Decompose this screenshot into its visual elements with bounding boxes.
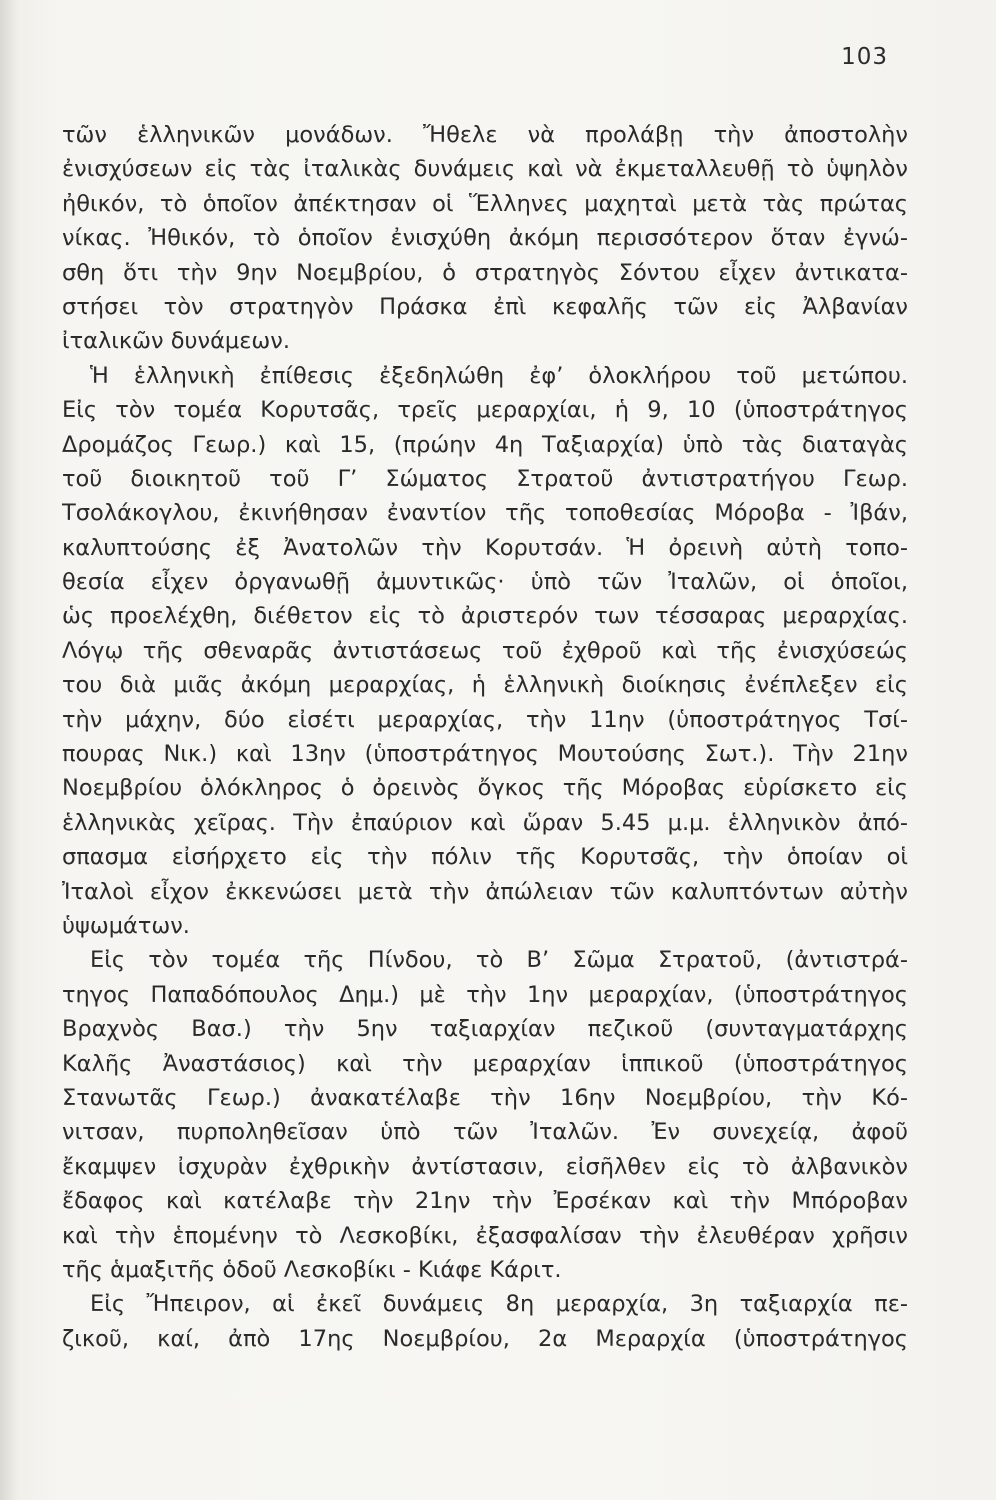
text-line: τὴν μάχην, δύο εἰσέτι μεραρχίας, τὴν 11ην (ὑποστράτηγος Τσί-	[62, 706, 908, 733]
text-line: τῶν ἑλληνικῶν μονάδων. Ἤθελε νὰ προλάβῃ τὴν ἀποστολὴν	[62, 122, 908, 148]
text-line: ἰταλικῶν δυνάμεων.	[62, 328, 290, 355]
text-line: στήσει τὸν στρατηγὸν Πράσκα ἐπὶ κεφαλῆς τῶν εἰς Ἀλβανίαν	[62, 293, 908, 320]
text-line: σπασμα εἰσήρχετο εἰς τὴν πόλιν τῆς Κορυτσᾶς, τὴν ὁποίαν οἱ	[62, 844, 908, 871]
text-line: Στανωτᾶς Γεωρ.) ἀνακατέλαβε τὴν 16ην Νοεμβρίου, τὴν Κό-	[62, 1084, 908, 1111]
text-line: Δρομάζος Γεωρ.) καὶ 15, (πρώην 4η Ταξιαρχία) ὑπὸ τὰς διαταγὰς	[62, 431, 908, 458]
page-gutter-shadow	[0, 0, 18, 1500]
text-line: νίκας. Ἠθικόν, τὸ ὁποῖον ἐνισχύθη ἀκόμη περισσότερον ὅταν ἐγνώ-	[62, 225, 908, 252]
text-line: Βραχνὸς Βασ.) τὴν 5ην ταξιαρχίαν πεζικοῦ (συνταγματάρχης	[62, 1016, 908, 1043]
text-line: Λόγῳ τῆς σθεναρᾶς ἀντιστάσεως τοῦ ἐχθροῦ καὶ τῆς ἐνισχύσεώς	[62, 637, 908, 664]
text-line: ὑψωμάτων.	[62, 912, 190, 939]
text-line: θεσία εἶχεν ὀργανωθῇ ἀμυντικῶς· ὑπὸ τῶν Ἰταλῶν, οἱ ὁποῖοι,	[62, 569, 908, 596]
text-line: Νοεμβρίου ὁλόκληρος ὁ ὀρεινὸς ὄγκος τῆς Μόροβας εὑρίσκετο εἰς	[62, 775, 908, 802]
text-line: νιτσαν, πυρποληθεῖσαν ὑπὸ τῶν Ἰταλῶν. Ἐν συνεχείᾳ, ἀφοῦ	[62, 1119, 908, 1146]
text-line: Εἰς τὸν τομέα Κορυτσᾶς, τρεῖς μεραρχίαι, ἡ 9, 10 (ὑποστράτηγος	[62, 397, 908, 424]
text-line: ἑλληνικὰς χεῖρας. Τὴν ἐπαύριον καὶ ὥραν 5.45 μ.μ. ἑλληνικὸν ἀπό-	[62, 809, 908, 836]
text-line: ἠθικόν, τὸ ὁποῖον ἀπέκτησαν οἱ Ἕλληνες μαχηταὶ μετὰ τὰς πρώτας	[62, 190, 908, 217]
text-line: ἔκαμψεν ἰσχυρὰν ἐχθρικὴν ἀντίστασιν, εἰσῆλθεν εἰς τὸ ἀλβανικὸν	[62, 1153, 908, 1180]
text-line: Εἰς Ἤπειρον, αἱ ἐκεῖ δυνάμεις 8η μεραρχία, 3η ταξιαρχία πε-	[90, 1291, 908, 1318]
text-line: ὡς προελέχθη, διέθετον εἰς τὸ ἀριστερόν των τέσσαρας μεραρχίας.	[62, 603, 908, 630]
text-line: Τσολάκογλου, ἐκινήθησαν ἐναντίον τῆς τοποθεσίας Μόροβα - Ἰβάν,	[62, 500, 908, 527]
text-line: ἐνισχύσεων εἰς τὰς ἰταλικὰς δυνάμεις καὶ νὰ ἐκμεταλλευθῇ τὸ ὑψηλὸν	[62, 156, 908, 183]
text-line: τηγος Παπαδόπουλος Δημ.) μὲ τὴν 1ην μεραρχίαν, (ὑποστράτηγος	[62, 981, 908, 1008]
text-line: πουρας Νικ.) καὶ 13ην (ὑποστράτηγος Μουτούσης Σωτ.). Τὴν 21ην	[62, 741, 908, 768]
text-line: τῆς ἁμαξιτῆς ὁδοῦ Λεσκοβίκι - Κιάφε Κάριτ.	[62, 1256, 562, 1283]
text-line: Εἰς τὸν τομέα τῆς Πίνδου, τὸ Β’ Σῶμα Στρατοῦ, (ἀντιστρά-	[90, 947, 908, 974]
text-line: ἔδαφος καὶ κατέλαβε τὴν 21ην τὴν Ἐρσέκαν καὶ τὴν Μπόροβαν	[62, 1188, 908, 1215]
text-line: καλυπτούσης ἐξ Ἀνατολῶν τὴν Κορυτσάν. Ἡ ὀρεινὴ αὐτὴ τοπο-	[62, 534, 908, 561]
text-line: καὶ τὴν ἑπομένην τὸ Λεσκοβίκι, ἐξασφαλίσαν τὴν ἐλευθέραν χρῆσιν	[62, 1222, 908, 1249]
text-line: του διὰ μιᾶς ἀκόμη μεραρχίας, ἡ ἑλληνικὴ διοίκησις ἐνέπλεξεν εἰς	[62, 672, 908, 699]
page-number: 103	[841, 44, 888, 70]
text-line: Καλῆς Ἀναστάσιος) καὶ τὴν μεραρχίαν ἱππικοῦ (ὑποστράτηγος	[62, 1050, 908, 1077]
text-line: ζικοῦ, καί, ἀπὸ 17ης Νοεμβρίου, 2α Μεραρχία (ὑποστράτηγος	[62, 1325, 908, 1352]
text-line: Ἡ ἑλληνικὴ ἐπίθεσις ἐξεδηλώθη ἐφ’ ὁλοκλήρου τοῦ μετώπου.	[90, 362, 908, 389]
text-line: σθη ὅτι τὴν 9ην Νοεμβρίου, ὁ στρατηγὸς Σόντου εἶχεν ἀντικατα-	[62, 259, 908, 286]
text-line: Ἰταλοὶ εἶχον ἐκκενώσει μετὰ τὴν ἀπώλειαν τῶν καλυπτόντων αὐτὴν	[62, 878, 908, 905]
text-line: τοῦ διοικητοῦ τοῦ Γ’ Σώματος Στρατοῦ ἀντιστρατήγου Γεωρ.	[62, 465, 908, 492]
body-text	[62, 118, 908, 1356]
